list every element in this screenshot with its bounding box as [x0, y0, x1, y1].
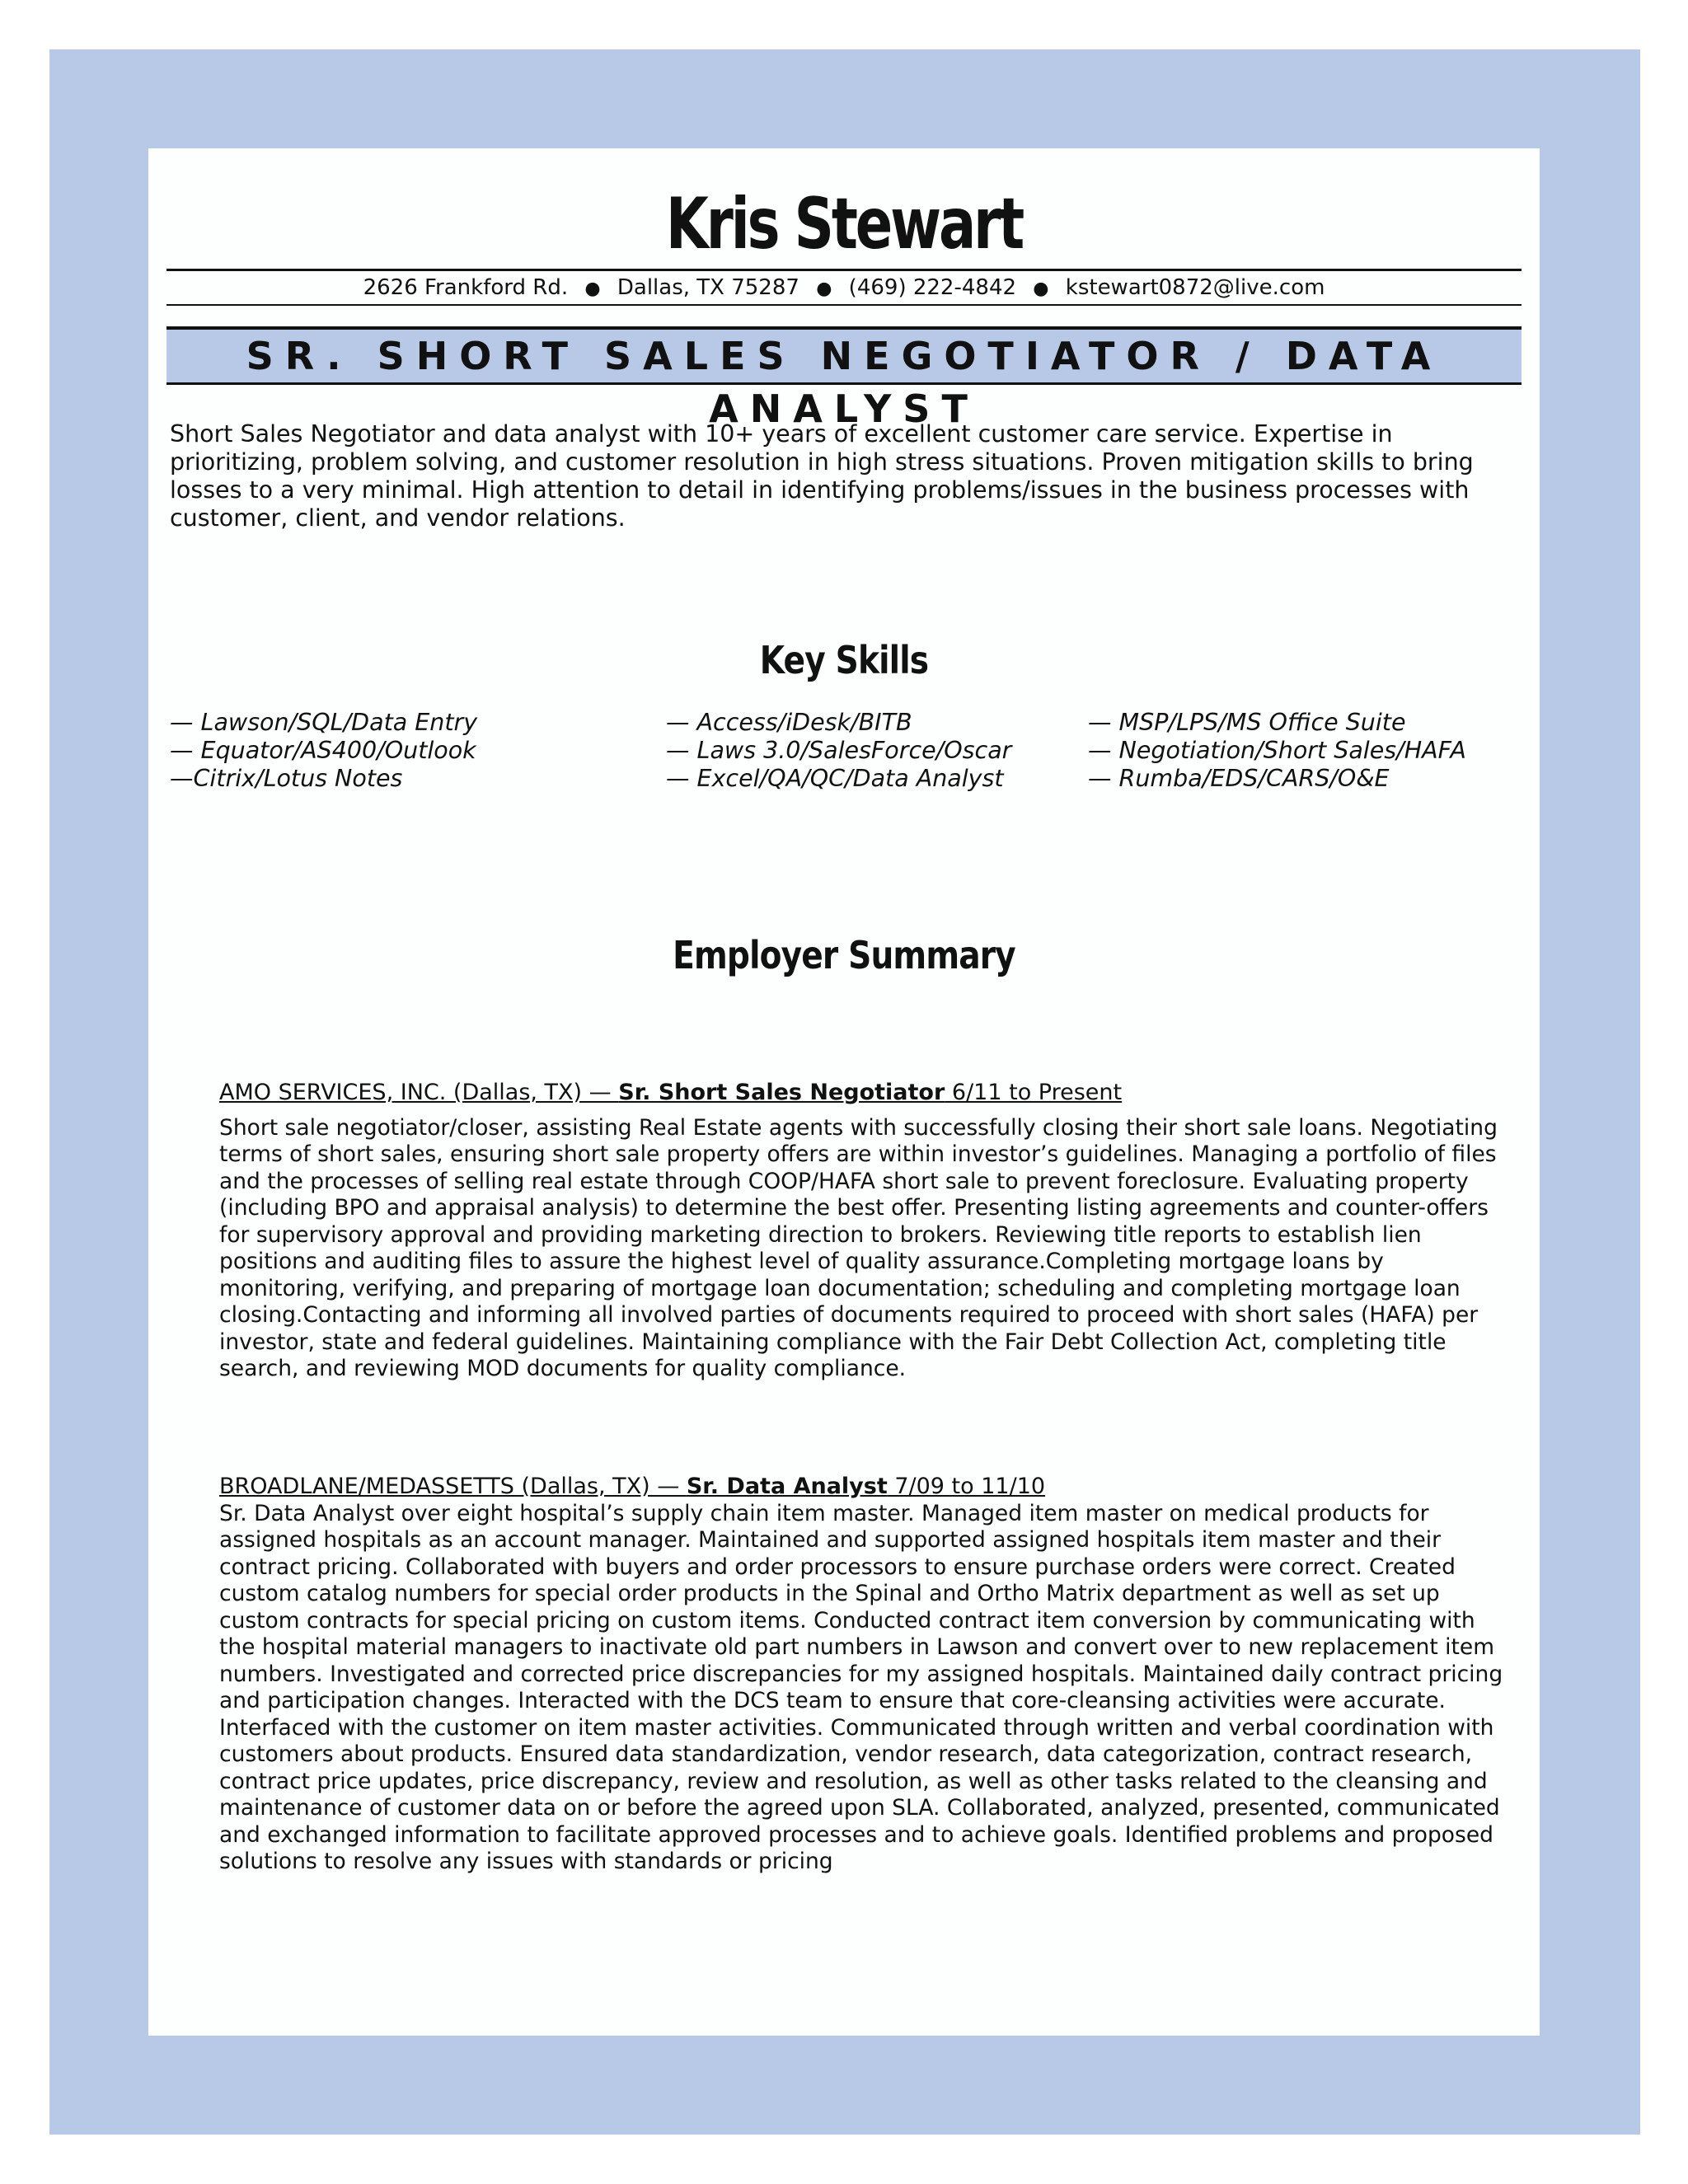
skill-item: — Access/iDesk/BITB [666, 709, 912, 736]
skill-item: — Negotiation/Short Sales/HAFA [1088, 737, 1466, 764]
job-description: Short sale negotiator/closer, assisting Real Estate agents with successfully closing their short sale loans. Negotiating terms of short sales, ensuring short sale property offers are within investor’s guidelines. Managing a portfolio of files and the processes of selling real estate through COOP/HAFA short sale to prevent foreclosure. Evaluating property (including BPO and appraisal analysis) to determine the best offer. Presenting listing agreements and counter-offers for supervisory approval and providing marketing direction to brokers. Reviewing title reports to establish lien positions and auditing files to assure the highest level of quality assurance.Completing mortgage loans by monitoring, verifying, and preparing of mortgage loan documentation; scheduling and completing mortgage loan closing.Contacting and informing all involved parties of documents required to proceed with short sales (HAFA) per investor, state and federal guidelines. Maintaining compliance with the Fair Debt Collection Act, completing title search, and reviewing MOD documents for quality compliance. [219, 1114, 1498, 1381]
skills-column-3 [1088, 709, 1466, 793]
job-title-bar: SR. SHORT SALES NEGOTIATOR / DATA ANALYST [166, 326, 1522, 385]
skills-column-2 [666, 709, 1011, 793]
bullet-separator: ● [584, 279, 601, 299]
job-role: Sr. Data Analyst [686, 1474, 888, 1499]
contact-city: Dallas, TX 75287 [617, 275, 799, 300]
skill-item: —Citrix/Lotus Notes [170, 765, 403, 792]
bullet-separator: ● [1033, 279, 1049, 299]
professional-summary: Short Sales Negotiator and data analyst with 10+ years of excellent customer care service. Expertise in prioritizing, problem solving, and customer resolution in high stress situations. Proven mitigation skills to bring losses to a very minimal. High attention to detail in identifying problems/issues in the business processes with customer, client, and vendor relations. [170, 420, 1474, 532]
bullet-separator: ● [816, 279, 832, 299]
employer-summary-heading: Employer Summary [673, 933, 1015, 977]
contact-phone: (469) 222-4842 [848, 275, 1017, 300]
job-description: Sr. Data Analyst over eight hospital’s supply chain item master. Managed item master on medical products for assigned hospitals as an account manager. Maintained and supported assigned hospitals item master and their contract pricing. Collaborated with buyers and order processors to ensure purchase orders were correct. Created custom catalog numbers for special order products in the Spinal and Ortho Matrix department as well as set up custom contracts for special pricing on custom items. Conducted contract item conversion by communicating with the hospital material managers to inactivate old part numbers in Lawson and convert over to new replacement item numbers. Investigated and corrected price discrepancies for my assigned hospitals. Maintained daily contract pricing and participation changes. Interacted with the DCS team to ensure that core-cleansing activities were accurate. Interfaced with the customer on item master activities. Communicated through written and verbal coordination with customers about products. Ensured data standardization, vendor research, data categorization, contract research, contract price updates, price discrepancy, review and resolution, as well as other tasks related to the cleansing and maintenance of customer data on or before the agreed upon SLA. Collaborated, analyzed, presented, communicated and exchanged information to facilitate approved processes and to achieve goals. Identified problems and proposed solutions to resolve any issues with standards or pricing [219, 1500, 1503, 1874]
job-heading [219, 1474, 1507, 1501]
skill-item: — Rumba/EDS/CARS/O&E [1088, 765, 1390, 792]
contact-line [166, 269, 1522, 306]
contact-email: kstewart0872@live.com [1065, 275, 1325, 300]
skill-item: — Equator/AS400/Outlook [170, 737, 476, 764]
skill-item: — Laws 3.0/SalesForce/Oscar [666, 737, 1012, 764]
skill-item: — MSP/LPS/MS Office Suite [1088, 709, 1406, 736]
contact-address: 2626 Frankford Rd. [363, 275, 569, 300]
job-company: AMO SERVICES, INC. (Dallas, TX) — [219, 1080, 619, 1105]
job-heading [219, 1080, 1507, 1107]
job-role: Sr. Short Sales Negotiator [618, 1080, 945, 1105]
job-dates: 7/09 to 11/10 [887, 1474, 1046, 1499]
skill-item: — Excel/QA/QC/Data Analyst [666, 765, 1004, 792]
key-skills-heading: Key Skills [759, 638, 929, 682]
job-company: BROADLANE/MEDASSETTS (Dallas, TX) — [219, 1474, 687, 1499]
job-dates: 6/11 to Present [945, 1080, 1123, 1105]
resume-page [148, 148, 1540, 2036]
job-entry [219, 1080, 1507, 1383]
skills-column-1 [170, 709, 477, 793]
skill-item: — Lawson/SQL/Data Entry [170, 709, 478, 736]
job-entry [219, 1474, 1507, 1876]
candidate-name: Kris Stewart [665, 183, 1023, 265]
